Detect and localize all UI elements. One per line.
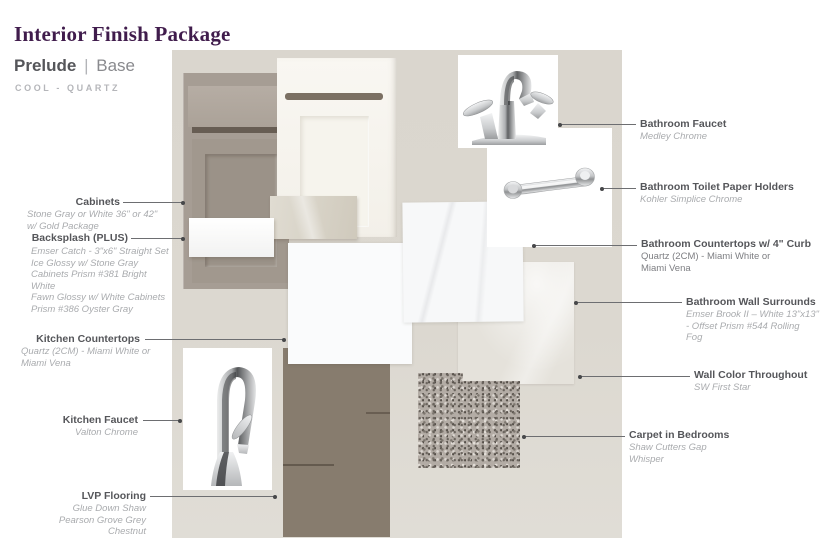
callout-wall-color xyxy=(694,369,825,394)
callout-label: LVP Flooring xyxy=(81,490,146,502)
callout-label: Carpet in Bedrooms xyxy=(629,429,730,441)
callout-detail: Emser Brook II – White 13"x13" xyxy=(686,309,819,320)
callout-label: Kitchen Countertops xyxy=(36,333,140,345)
callout-label: Wall Color Throughout xyxy=(694,369,808,381)
connector-line-lvp-flooring xyxy=(150,496,276,497)
connector-dot xyxy=(522,435,526,439)
callout-detail: Shaw Cutters Gap xyxy=(629,442,707,453)
callout-detail: Quartz (2CM) - Miami White or xyxy=(641,251,771,262)
callout-detail: Pearson Grove Grey xyxy=(58,514,146,526)
connector-line-kitchen-faucet xyxy=(143,420,181,421)
callout-cabinets-details xyxy=(27,209,162,232)
right-handle xyxy=(529,89,555,119)
bathroom-faucet-icon xyxy=(458,55,558,148)
left-handle xyxy=(461,97,498,139)
callout-lvp-flooring xyxy=(0,490,146,538)
callout-detail: Quartz (2CM) - Miami White or xyxy=(21,346,151,357)
package-name-line xyxy=(14,56,135,76)
callout-detail: Stone Gray or White 36" or 42" xyxy=(27,209,158,220)
connector-dot xyxy=(181,237,185,241)
callout-wall-surrounds xyxy=(686,296,825,344)
callout-cabinets xyxy=(0,196,120,209)
callout-detail: Cabinets Prism #381 Bright White xyxy=(31,269,147,292)
callout-detail: Emser Catch - 3"x6" Straight Set xyxy=(31,246,169,257)
callout-kitchen-countertops-details xyxy=(21,346,156,369)
callout-detail: Fog xyxy=(686,332,703,343)
kitchen-faucet-icon xyxy=(183,348,272,490)
lvp-flooring-swatch xyxy=(283,348,390,537)
connector-line-carpet xyxy=(523,436,625,437)
backsplash-tile-white-glossy xyxy=(189,218,274,257)
callout-detail: w/ Gold Package xyxy=(27,220,99,232)
package-tier: Base xyxy=(96,56,135,75)
connector-line-wall-color xyxy=(579,376,690,377)
callout-detail: Medley Chrome xyxy=(640,131,708,142)
callout-detail: Miami Vena xyxy=(641,262,691,274)
callout-backsplash xyxy=(0,232,128,245)
callout-detail: - Offset Prism #544 Rolling xyxy=(686,320,800,332)
callout-detail: Whisper xyxy=(629,453,664,465)
callout-detail: Glue Down Shaw xyxy=(72,503,146,514)
connector-dot xyxy=(600,187,604,191)
callout-detail: Fawn Glossy w/ White Cabinets xyxy=(31,292,166,303)
carpet-swatch xyxy=(418,381,520,468)
backsplash-tile-ice-glossy xyxy=(270,196,357,239)
package-divider: | xyxy=(84,56,89,75)
package-name: Prelude xyxy=(14,56,77,75)
callout-detail: Ice Glossy w/ Stone Gray xyxy=(31,257,139,269)
callout-bathroom-faucet xyxy=(640,118,820,143)
callout-detail: Kohler Simplice Chrome xyxy=(640,194,743,205)
connector-line-bathroom-faucet xyxy=(559,124,636,125)
callout-toilet-paper-holders xyxy=(640,181,825,206)
callout-detail: Valton Chrome xyxy=(74,427,138,438)
kitchen-faucet-image xyxy=(183,348,272,490)
connector-dot xyxy=(578,375,582,379)
connector-dot xyxy=(532,244,536,248)
connector-dot xyxy=(178,419,182,423)
callout-detail: Miami Vena xyxy=(21,357,71,369)
palette-label: COOL - QUARTZ xyxy=(15,83,121,93)
cabinet-finger-pull xyxy=(285,93,383,100)
bathroom-faucet-image xyxy=(458,55,558,148)
callout-label: Backsplash (PLUS) xyxy=(31,232,128,244)
callout-label: Kitchen Faucet xyxy=(62,414,138,426)
kitchen-countertop-swatch xyxy=(288,243,412,364)
callout-kitchen-countertops xyxy=(0,333,140,346)
callout-detail: Prism #386 Oyster Gray xyxy=(31,303,133,315)
callout-label: Bathroom Wall Surrounds xyxy=(686,296,816,308)
callout-carpet xyxy=(629,429,789,465)
page-title: Interior Finish Package xyxy=(14,22,231,46)
callout-label: Bathroom Faucet xyxy=(640,118,727,130)
callout-bathroom-countertops xyxy=(641,238,825,274)
callout-label: Cabinets xyxy=(75,196,120,208)
callout-detail: SW First Star xyxy=(694,382,751,393)
callout-detail: Chestnut xyxy=(107,526,146,537)
connector-line-backsplash xyxy=(131,238,184,239)
connector-dot xyxy=(181,201,185,205)
callout-kitchen-faucet xyxy=(0,414,138,439)
callout-label: Bathroom Toilet Paper Holders xyxy=(640,181,794,193)
callout-backsplash-details xyxy=(31,246,169,315)
connector-dot xyxy=(558,123,562,127)
connector-line-toilet-paper-holders xyxy=(601,188,636,189)
connector-dot xyxy=(273,495,277,499)
connector-dot xyxy=(282,338,286,342)
callout-label: Bathroom Countertops w/ 4" Curb xyxy=(641,238,812,250)
cabinet-drawer-front xyxy=(188,86,289,127)
cabinet-finger-pull xyxy=(192,127,289,133)
connector-line-wall-surrounds xyxy=(575,302,682,303)
connector-line-kitchen-countertops xyxy=(145,339,285,340)
connector-line-bathroom-countertops xyxy=(533,245,637,246)
wall-color-swatch xyxy=(172,50,622,538)
connector-line-cabinets xyxy=(123,202,184,203)
connector-dot xyxy=(574,301,578,305)
